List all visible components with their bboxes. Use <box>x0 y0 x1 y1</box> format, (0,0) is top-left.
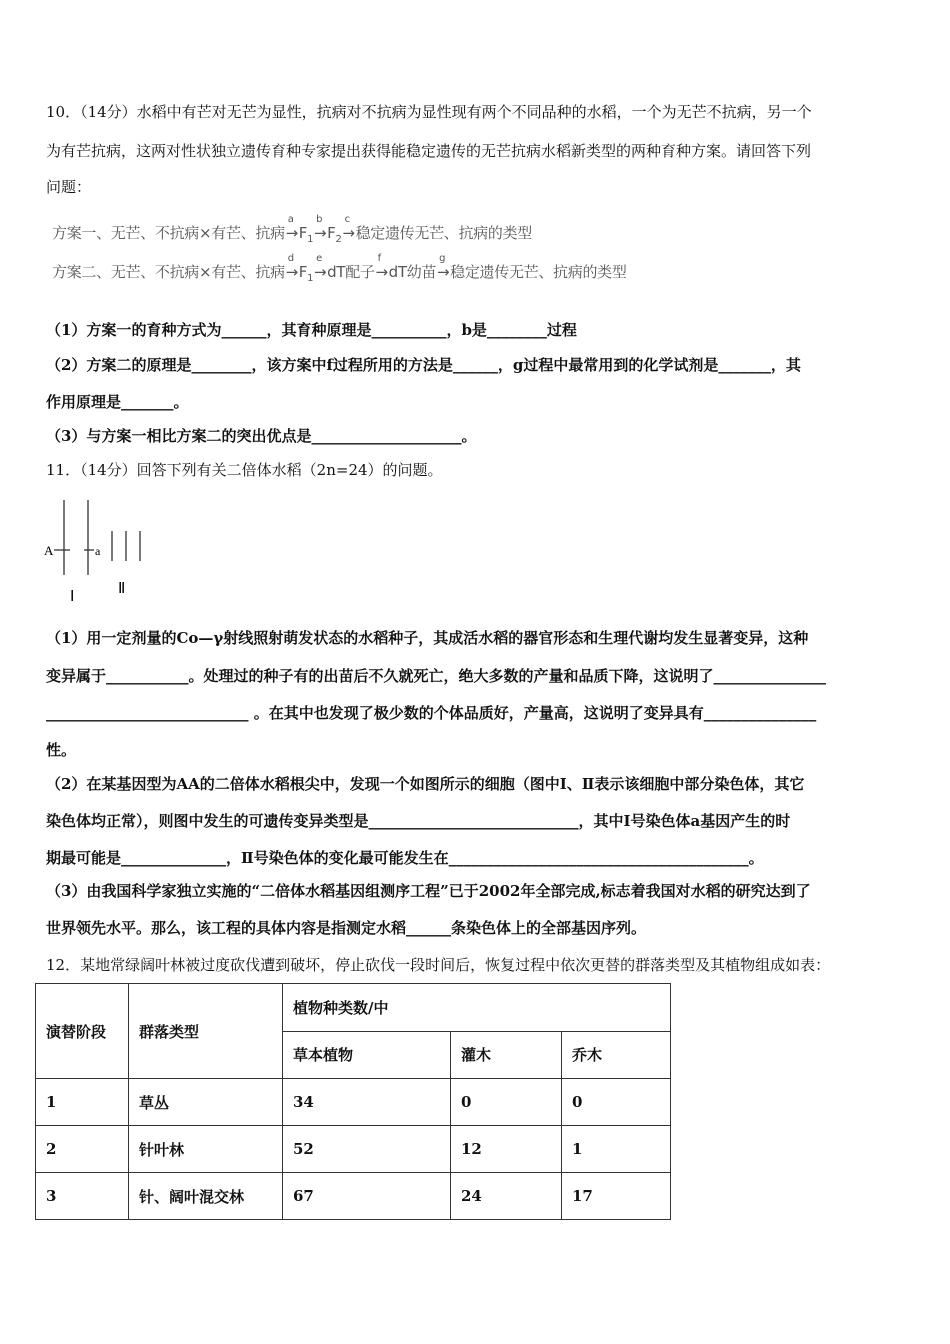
chromosome-figure <box>40 495 160 607</box>
cell-stage: 2 <box>36 1126 129 1173</box>
q10-part2-line1: （2）方案二的原理是________，该方案中f过程所用的方法是______，g过程中最常用到的化学试剂是_______，其 <box>46 356 801 374</box>
q10-line3: 问题： <box>46 178 92 196</box>
q10-part1: （1）方案一的育种方式为______，其育种原理是__________，b是________过程 <box>46 321 577 339</box>
label-I: Ⅰ <box>70 589 75 605</box>
scheme-2: 方案二、无芒、不抗病×有芒、抗病 d $\to F_1$ e →dT配子 f →dT幼苗 g →稳定遗传无芒、抗病的类型 <box>52 253 627 284</box>
cell-shrub: 0 <box>451 1079 562 1126</box>
header-community-type: 群落类型 <box>129 984 283 1079</box>
scheme2-gamete: dT配子 <box>327 263 375 281</box>
cell-stage: 1 <box>36 1079 129 1126</box>
scheme2-seedling: dT幼苗 <box>388 263 437 281</box>
label-A: A <box>44 543 54 558</box>
arrow-g: g → <box>437 253 450 281</box>
scheme1-end: 稳定遗传无芒、抗病的类型 <box>355 224 532 242</box>
q11-part1-line1: （1）用一定剂量的Co—γ射线照射萌发状态的水稻种子，其成活水稻的器官形态和生理代谢均发生显著变异，这种 <box>46 629 809 647</box>
q10-part2-line2: 作用原理是_______。 <box>46 393 189 411</box>
scheme2-end: 稳定遗传无芒、抗病的类型 <box>450 263 627 281</box>
q11-part2-line2: 染色体均正常），则图中发生的可遗传变异类型是____________________________，其中Ⅰ号染色体a基因产生的时 <box>46 812 791 830</box>
q10-line1: 10．（14分）水稻中有芒对无芒为显性，抗病对不抗病为显性现有两个不同品种的水稻，一个为无芒不抗病，另一个 <box>46 103 812 121</box>
q11-part1-line4: 性。 <box>46 741 77 759</box>
q11-part1-line3: ___________________________ 。在其中也发现了极少数的个体品质好，产量高，这说明了变异具有_______________ <box>46 704 817 722</box>
cell-tree: 17 <box>562 1173 671 1220</box>
header-species-count: 植物种类数/中 <box>283 984 671 1032</box>
cell-herb: 52 <box>283 1126 451 1173</box>
cell-herb: 34 <box>283 1079 451 1126</box>
cell-type: 针、阔叶混交林 <box>129 1173 283 1220</box>
q10-line2: 为有芒抗病，这两对性状独立遗传育种专家提出获得能稳定遗传的无芒抗病水稻新类型的两种育种方案。请回答下列 <box>46 142 812 160</box>
q11-part3-line2: 世界领先水平。那么，该工程的具体内容是指测定水稻______条染色体上的全部基因序列。 <box>46 919 647 937</box>
q11-part2-line3: 期最可能是______________，Ⅱ号染色体的变化最可能发生在________________________________________。 <box>46 849 764 867</box>
header-herb: 草本植物 <box>283 1031 451 1079</box>
arrow-f: f → <box>375 253 388 281</box>
arrow-e: e → <box>314 253 327 281</box>
table-row <box>36 1126 671 1173</box>
q10-part3: （3）与方案一相比方案二的突出优点是____________________。 <box>46 427 477 445</box>
cell-tree: 1 <box>562 1126 671 1173</box>
scheme2-start: 方案二、无芒、不抗病×有芒、抗病 <box>52 263 285 281</box>
arrow-a: a → <box>285 214 298 242</box>
cell-type: 草丛 <box>129 1079 283 1126</box>
arrow-c: c → <box>342 214 355 242</box>
q11-part1-line2: 变异属于___________。处理过的种子有的出苗后不久就死亡，绝大多数的产量和品质下降，这说明了_______________ <box>46 667 827 685</box>
arrow-b: b → <box>314 214 327 242</box>
q12-title: 12．某地常绿阔叶林被过度砍伐遭到破坏，停止砍伐一段时间后，恢复过程中依次更替的群落类型及其植物组成如表： <box>46 956 831 974</box>
cell-type: 针叶林 <box>129 1126 283 1173</box>
label-a: a <box>95 544 101 558</box>
header-shrub: 灌木 <box>451 1031 562 1079</box>
header-stage: 演替阶段 <box>36 984 129 1079</box>
cell-shrub: 12 <box>451 1126 562 1173</box>
scheme1-start: 方案一、无芒、不抗病×有芒、抗病 <box>52 224 285 242</box>
header-tree: 乔木 <box>562 1031 671 1079</box>
scheme-1: 方案一、无芒、不抗病×有芒、抗病 a $\to F_1$ b $\to F_2$ c →稳定遗传无芒、抗病的类型 <box>52 214 532 245</box>
succession-table <box>35 983 671 1220</box>
q11-title: 11．（14分）回答下列有关二倍体水稻（2n=24）的问题。 <box>46 461 443 479</box>
q11-part3-line1: （3）由我国科学家独立实施的“二倍体水稻基因组测序工程”已于2002年全部完成,标志着我国对水稻的研究达到了 <box>46 882 811 900</box>
cell-herb: 67 <box>283 1173 451 1220</box>
cell-stage: 3 <box>36 1173 129 1220</box>
cell-tree: 0 <box>562 1079 671 1126</box>
label-II: Ⅱ <box>118 581 126 597</box>
table-row <box>36 1079 671 1126</box>
q11-part2-line1: （2）在某基因型为AA的二倍体水稻根尖中，发现一个如图所示的细胞（图中Ⅰ、Ⅱ表示该细胞中部分染色体，其它 <box>46 775 805 793</box>
arrow-d: d → <box>285 253 298 281</box>
table-row <box>36 1173 671 1220</box>
cell-shrub: 24 <box>451 1173 562 1220</box>
